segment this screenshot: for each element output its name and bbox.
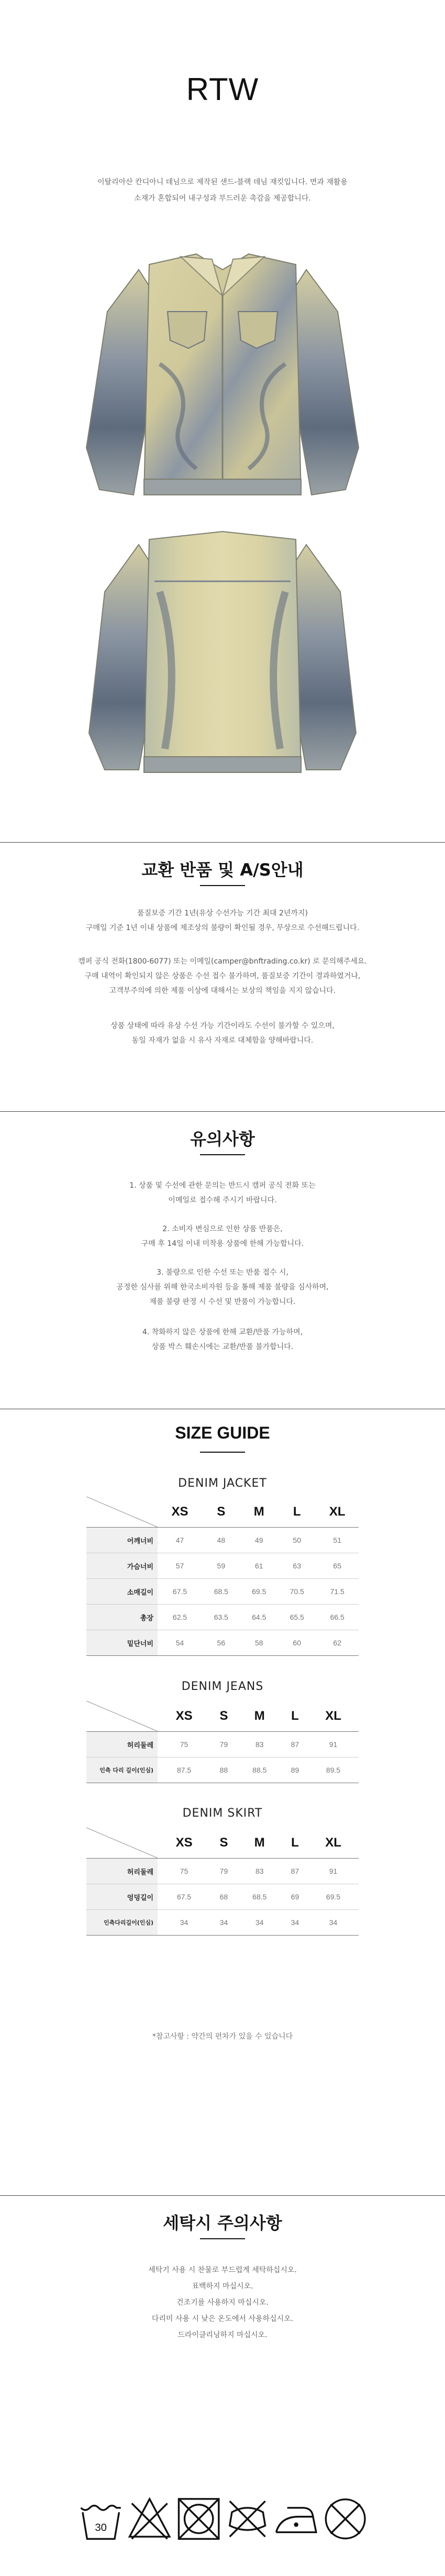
size-s: S xyxy=(202,1497,240,1528)
section-divider xyxy=(0,2195,445,2196)
caution-title: 유의사항 xyxy=(190,1129,255,1149)
size-xl: XL xyxy=(308,1701,359,1732)
table-row: 허리둘레 75 79 83 87 91 xyxy=(86,1859,359,1884)
table-row: 어깨너비 47 48 49 50 51 xyxy=(86,1528,359,1553)
no-bleach-icon xyxy=(125,2490,174,2548)
size-note: *참고사항 : 약간의 편차가 있을 수 있습니다 xyxy=(152,2032,293,2041)
table-row: 총장 62.5 63.5 64.5 65.5 66.5 xyxy=(86,1605,359,1630)
size-guide-title: SIZE GUIDE xyxy=(175,1423,270,1442)
jeans-size-table xyxy=(86,1701,359,1783)
no-tumble-dry-icon xyxy=(174,2490,223,2548)
jacket-size-table xyxy=(86,1497,359,1656)
table-row: 밑단너비 54 56 58 60 62 xyxy=(86,1630,359,1656)
table-row: 인측다리길이(인심) 34 34 34 34 34 xyxy=(86,1910,359,1936)
intro-line-1: 이탈리아산 칸디아니 데님으로 제작된 샌드-블랙 데님 재킷입니다. 면과 재활용 xyxy=(97,178,348,186)
size-s: S xyxy=(210,1701,237,1732)
title-underline xyxy=(200,2238,245,2239)
size-l: L xyxy=(282,1701,308,1732)
exchange-paragraph-3: 상품 상태에 따라 유상 수선 가능 기간이라도 수선이 불가할 수 있으며, 동일 자재가 없을 시 유사 자재로 대체함을 양해바랍니다. xyxy=(110,1022,335,1045)
no-dry-clean-icon xyxy=(321,2490,370,2548)
table-row: 인측 다리 길이(인심) 87.5 88 88.5 89 89.5 xyxy=(86,1757,359,1783)
care-icons-row xyxy=(76,2490,370,2553)
exchange-paragraph-1: 품질보증 기간 1년(유상 수선가능 기간 최대 2년까지) 구매일 기준 1년 이내 상품에 제조상의 불량이 확인될 경우, 무상으로 수선해드립니다. xyxy=(85,909,360,932)
size-m: M xyxy=(237,1828,282,1859)
size-header-row xyxy=(86,1701,359,1732)
table-row: 가슴너비 57 59 61 63 65 xyxy=(86,1553,359,1579)
table-corner xyxy=(86,1497,158,1528)
jacket-back-photo xyxy=(0,524,445,796)
table-corner xyxy=(86,1828,158,1859)
svg-text:30: 30 xyxy=(95,2522,107,2534)
caution-item-1: 1. 상품 및 수선에 관한 문의는 반드시 캠퍼 공식 전화 또는 이메일로 접수해 주시기 바랍니다. xyxy=(129,1181,316,1204)
exchange-title: 교환 반품 및 A/S안내 xyxy=(141,860,304,880)
table-corner xyxy=(86,1701,158,1732)
size-s: S xyxy=(210,1828,237,1859)
size-header-row xyxy=(86,1497,359,1528)
size-header-row xyxy=(86,1828,359,1859)
intro-line-2: 소재가 혼합되어 내구성과 부드러운 촉감을 제공합니다. xyxy=(134,194,311,203)
care-title: 세탁시 주의사항 xyxy=(163,2213,282,2233)
jeans-size-label: DENIM JEANS xyxy=(181,1680,264,1693)
size-xs: XS xyxy=(158,1701,210,1732)
section-divider xyxy=(0,1111,445,1112)
title-underline xyxy=(200,1154,245,1155)
skirt-size-table xyxy=(86,1828,359,1936)
size-m: M xyxy=(237,1701,282,1732)
size-l: L xyxy=(278,1497,316,1528)
exchange-paragraph-2: 캠퍼 공식 전화(1800-6077) 또는 이메일(camper@bnftrading.co.kr) 로 문의해주세요. 구매 내역이 확인되지 않은 상품은 수선 접수 불가하며, 품질보증 기간이 경과하였거나, 고객부주의에 의한 제품 이상에 대해서는 보상의 책임을 지지 않습니다. xyxy=(78,957,367,995)
jacket-front-photo xyxy=(0,249,445,524)
table-row: 엉덩길이 67.5 68 68.5 69 69.5 xyxy=(86,1884,359,1910)
size-xs: XS xyxy=(158,1828,210,1859)
section-divider xyxy=(0,842,445,843)
table-row: 허리둘레 75 79 83 87 91 xyxy=(86,1732,359,1757)
size-l: L xyxy=(282,1828,308,1859)
size-m: M xyxy=(240,1497,278,1528)
care-instructions: 세탁기 사용 시 찬물로 부드럽게 세탁하십시오. 표백하지 마십시오. 건조기를 사용하지 마십시오. 다리미 사용 시 낮은 온도에서 사용하십시오. 드라이클리닝하지 마십시오. xyxy=(148,2266,297,2339)
no-wring-icon xyxy=(223,2490,272,2548)
caution-item-3: 3. 불량으로 인한 수선 또는 반품 접수 시, 공정한 심사를 위해 한국소비자원 등을 통해 제품 불량을 심사하며, 제품 불량 판정 시 수선 및 반품이 가능합니다. xyxy=(116,1268,329,1306)
iron-low-icon xyxy=(272,2490,320,2548)
caution-item-2: 2. 소비자 변심으로 인한 상품 반품은, 구매 후 14일 이내 미착용 상품에 한해 가능합니다. xyxy=(141,1225,304,1248)
caution-item-4: 4. 착화하지 않은 상품에 한해 교환/반품 가능하며, 상품 박스 훼손시에는 교환/반품 불가합니다. xyxy=(142,1328,303,1351)
title-underline xyxy=(200,885,245,886)
skirt-size-label: DENIM SKIRT xyxy=(182,1807,263,1820)
size-xl: XL xyxy=(308,1828,359,1859)
table-row: 소매길이 67.5 68.5 69.5 70.5 71.5 xyxy=(86,1579,359,1605)
size-xl: XL xyxy=(316,1497,359,1528)
brand-title: RTW xyxy=(186,72,259,107)
title-underline xyxy=(200,1452,245,1453)
jacket-size-label: DENIM JACKET xyxy=(178,1477,267,1490)
wash-30-icon xyxy=(76,2490,125,2548)
size-xs: XS xyxy=(158,1497,202,1528)
product-intro xyxy=(0,174,445,207)
